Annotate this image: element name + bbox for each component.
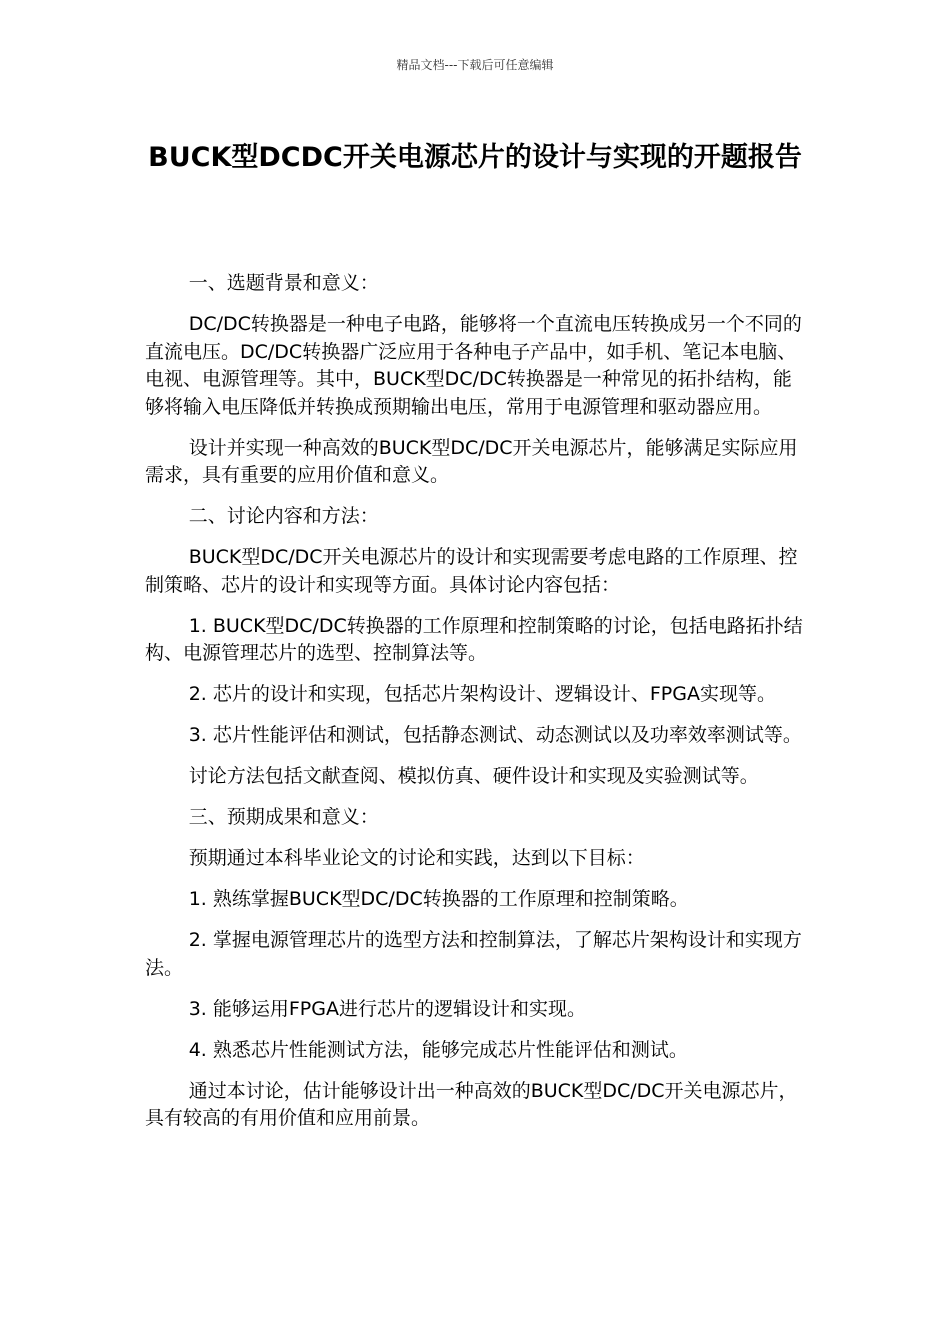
list-item-goal-3: 3. 能够运用FPGA进行芯片的逻辑设计和实现。: [188, 997, 586, 1020]
list-item-content-2: 2. 芯片的设计和实现，包括芯片架构设计、逻辑设计、FPGA实现等。: [188, 683, 776, 705]
list-item-content-1: 1. BUCK型DC/DC转换器的工作原理和控制策略的讨论，包括电路拓扑结构、电源管理芯片的选型、控制算法等。: [145, 614, 803, 664]
page-header-note: 精品文档---下载后可任意编辑: [396, 58, 554, 72]
paragraph-methods: 讨论方法包括文献查阅、模拟仿真、硬件设计和实现及实验测试等。: [188, 765, 759, 787]
document-body: [145, 270, 805, 1146]
list-item-goal-1: 1. 熟练掌握BUCK型DC/DC转换器的工作原理和控制策略。: [188, 888, 689, 910]
list-item-goal-4: 4. 熟悉芯片性能测试方法，能够完成芯片性能评估和测试。: [188, 1038, 688, 1061]
document-title: BUCK型DCDC开关电源芯片的设计与实现的开题报告: [148, 142, 802, 173]
paragraph-design-value: 设计并实现一种高效的BUCK型DC/DC开关电源芯片，能够满足实际应用需求，具有重要的应用价值和意义。: [145, 436, 798, 486]
list-item-goal-2: 2. 掌握电源管理芯片的选型方法和控制算法，了解芯片架构设计和实现方法。: [145, 929, 802, 979]
section-heading-expected-results: 三、预期成果和意义：: [188, 806, 379, 828]
section-heading-background: 一、选题背景和意义：: [188, 272, 379, 294]
paragraph-content-overview: BUCK型DC/DC开关电源芯片的设计和实现需要考虑电路的工作原理、控制策略、芯片的设计和实现等方面。具体讨论内容包括：: [145, 546, 798, 596]
paragraph-dcdc-intro: DC/DC转换器是一种电子电路，能够将一个直流电压转换成另一个不同的直流电压。DC/DC转换器广泛应用于各种电子产品中，如手机、笔记本电脑、电视、电源管理等。其中，BUCK型DC/DC转换器是一种常见的拓扑结构，能够将输入电压降低并转换成预期输出电压，常用于电源管理和驱动器应用。: [145, 313, 802, 418]
section-heading-content-methods: 二、讨论内容和方法：: [188, 505, 379, 527]
list-item-content-3: 3. 芯片性能评估和测试，包括静态测试、动态测试以及功率效率测试等。: [188, 724, 802, 746]
paragraph-conclusion: 通过本讨论，估计能够设计出一种高效的BUCK型DC/DC开关电源芯片，具有较高的有用价值和应用前景。: [145, 1079, 798, 1129]
paragraph-goals-intro: 预期通过本科毕业论文的讨论和实践，达到以下目标：: [188, 847, 645, 869]
